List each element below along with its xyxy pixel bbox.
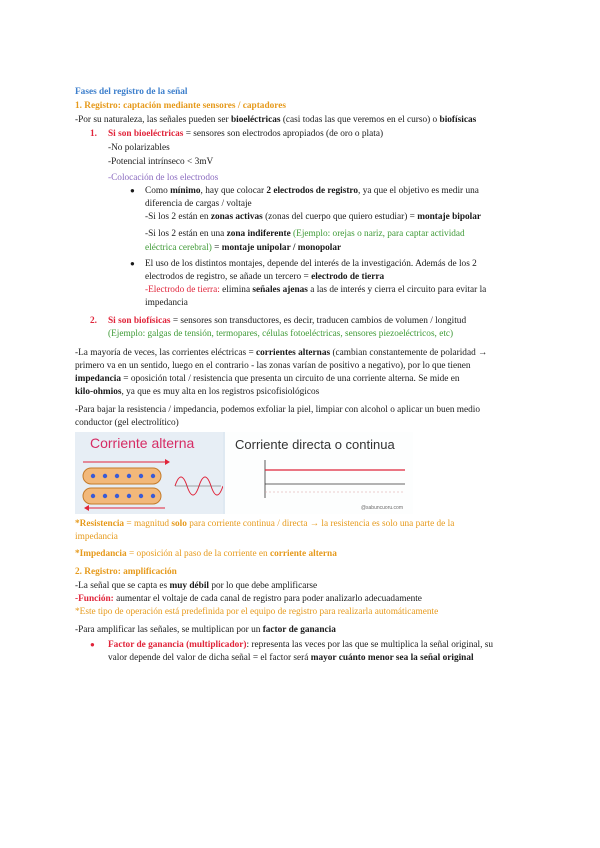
bullet1-line2: diferencia de cargas / voltaje [145, 199, 252, 209]
direct-current-chart [225, 432, 413, 514]
subsection-title-1: 1. Registro: captación mediante sensores / captadores [75, 101, 286, 111]
sec2-line2: -Función: aumentar el voltaje de cada canal de registro para poder analizarlo adecuadamente [75, 594, 422, 604]
para2-line1: -Para bajar la resistencia / impedancia, podemos exfoliar la piel, limpiar con alcohol o aplicar un buen medio [75, 405, 481, 415]
alternating-current-panel [75, 432, 223, 514]
sec2-line4: -Para amplificar las señales, se multiplican por un factor de ganancia [75, 625, 336, 635]
list-number-1: 1. [90, 129, 97, 139]
item-biophysical: Si son biofísicas = sensores son transductores, es decir, traducen cambios de volumen / longitud [108, 316, 467, 326]
def-resistencia-line1: *Resistencia = magnitud solo para corriente continua / directa → la resistencia es solo una parte de la [75, 519, 455, 529]
para1-line3: impedancia = oposición total / resistencia que presenta un circuito de una corriente alterna. Se mide en [75, 374, 460, 384]
sub-no-polarizables: -No polarizables [108, 143, 170, 153]
item-biophysical-example: (Ejemplo: galgas de tensión, termopares, células fotoeléctricas, sensores piezoeléctricos, etc) [108, 329, 454, 339]
bullet-icon: ● [130, 186, 135, 195]
current-types-figure [75, 432, 413, 514]
sub-colocacion: -Colocación de los electrodos [108, 173, 219, 183]
para1-line1: -La mayoría de veces, las corrientes eléctricas = corrientes alternas (cambian constantemente de polaridad → [75, 348, 488, 358]
sec2-line1: -La señal que se capta es muy débil por lo que debe amplificarse [75, 581, 318, 591]
bullet2-line1: El uso de los distintos montajes, depende del interés de la investigación. Además de los 2 [145, 259, 477, 269]
para2-line2: conductor (gel electrolítico) [75, 418, 179, 428]
intro-line: -Por su naturaleza, las señales pueden ser bioeléctricas (casi todas las que veremos en el curso) o biofísicas [75, 115, 477, 125]
sec2-line5: Factor de ganancia (multiplicador): representa las veces por las que se multiplica la señal original, su [108, 640, 494, 650]
bullet1-line4: -Si los 2 están en una zona indiferente (Ejemplo: orejas o nariz, para captar actividad [145, 229, 465, 239]
def-impedancia: *Impedancia = oposición al paso de la corriente en corriente alterna [75, 549, 337, 559]
sec2-line3: *Este tipo de operación está predefinida por el equipo de registro para realizarla automáticamente [75, 607, 439, 617]
para1-line2: primero va en un sentido, luego en el contrario - las zonas varían de positivo a negativo), por lo que tienen [75, 361, 471, 371]
section-title: Fases del registro de la señal [75, 87, 188, 97]
para1-line4: kilo-ohmios, ya que es muy alta en los registros psicofisiológicos [75, 387, 320, 397]
sec2-line6: valor depende del valor de dicha señal = el factor será mayor cuánto menor sea la señal original [108, 653, 474, 663]
sub-potencial: -Potencial intrínseco < 3mV [108, 157, 214, 167]
bullet1-line5: eléctrica cerebral) = montaje unipolar / monopolar [145, 243, 342, 253]
alternating-current-title: Corriente alterna [90, 435, 195, 451]
bullet1-line1: Como mínimo, hay que colocar 2 electrodos de registro, ya que el objetivo es medir una [145, 186, 479, 196]
bullet2-line3: -Electrodo de tierra: elimina señales ajenas a las de interés y cierra el circuito para evitar la [145, 285, 487, 295]
bullet2-line2: electrodos de registro, se añade un tercero = electrodo de tierra [145, 272, 385, 282]
direct-current-panel [225, 432, 413, 514]
bullet1-line3: -Si los 2 están en zonas activas (zonas del cuerpo que quiero estudiar) = montaje bipolar [145, 212, 482, 222]
item-bioelectric: Si son bioeléctricas = sensores son electrodos apropiados (de oro o plata) [108, 129, 384, 139]
subsection-title-2: 2. Registro: amplificación [75, 567, 177, 577]
alternating-current-illustration [75, 432, 223, 514]
list-number-2: 2. [90, 316, 97, 326]
bullet-icon: ● [130, 259, 135, 268]
bullet2-line4: impedancia [145, 298, 188, 308]
def-resistencia-line2: impedancia [75, 532, 118, 542]
direct-current-title: Corriente directa o continua [235, 437, 395, 452]
figure-watermark: @sabuncuoru.com [360, 505, 403, 511]
bullet-icon: ● [90, 640, 95, 649]
